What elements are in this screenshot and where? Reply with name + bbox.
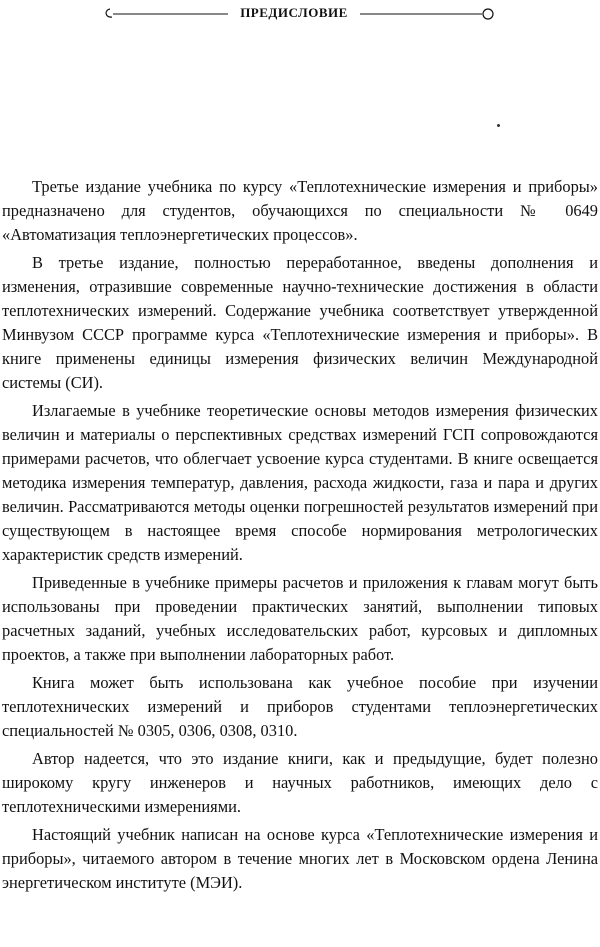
paragraph: Приведенные в учебнике примеры расчетов и приложения к главам могут быть использованы при проведении практических занятий, выполнении типовых расчетных заданий, учебных исследовательских работ, курсовых и дипломных проектов, а также при выполнении лабораторных работ. <box>2 573 598 664</box>
stray-mark <box>497 124 500 127</box>
paragraph: Автор надеется, что это издание книги, как и предыдущие, будет полезно широкому кругу инженеров и научных работников, имеющих дело с теплотехническими измерениями. <box>2 749 598 816</box>
page-title: ПРЕДИСЛОВИЕ <box>229 5 359 21</box>
paragraph: Книга может быть использована как учебное пособие при изучении теплотехнических измерений и приборов студентами теплоэнергетических специальностей № 0305, 0306, 0308, 0310. <box>2 673 598 740</box>
paragraph: Третье издание учебника по курсу «Теплотехнические измерения и приборы» предназначено для студентов, обучающихся по специальности № 0649 «Автоматизация теплоэнергетических процессов». <box>2 177 598 244</box>
paragraph: Настоящий учебник написан на основе курса «Теплотехнические измерения и приборы», читаемого автором в течение многих лет в Московском ордена Ленина энергетическом институте (МЭИ). <box>2 825 598 892</box>
left-flourish <box>106 9 112 17</box>
page-header <box>104 2 500 26</box>
paragraph: Излагаемые в учебнике теоретические основы методов измерения физических величин и материалы о перспективных средствах измерений ГСП сопровождаются примерами расчетов, что облегчает усвоение курса студентами. В книге освещается методика измерения температур, давления, расхода жидкости, газа и пара и других величин. Рассматриваются методы оценки погрешностей результатов измерений при существующем в настоящее время способе нормирования метрологических характеристик средств измерений. <box>2 401 598 564</box>
paragraph: В третье издание, полностью переработанное, введены дополнения и изменения, отразившие современные научно-технические достижения в области теплотехнических измерений. Содержание учебника соответствует утвержденной Минвузом СССР программе курса «Теплотехнические измерения и приборы». В книге применены единицы измерения физических величин Международной системы (СИ). <box>2 253 598 392</box>
right-flourish <box>483 9 493 19</box>
document-body <box>2 175 598 899</box>
